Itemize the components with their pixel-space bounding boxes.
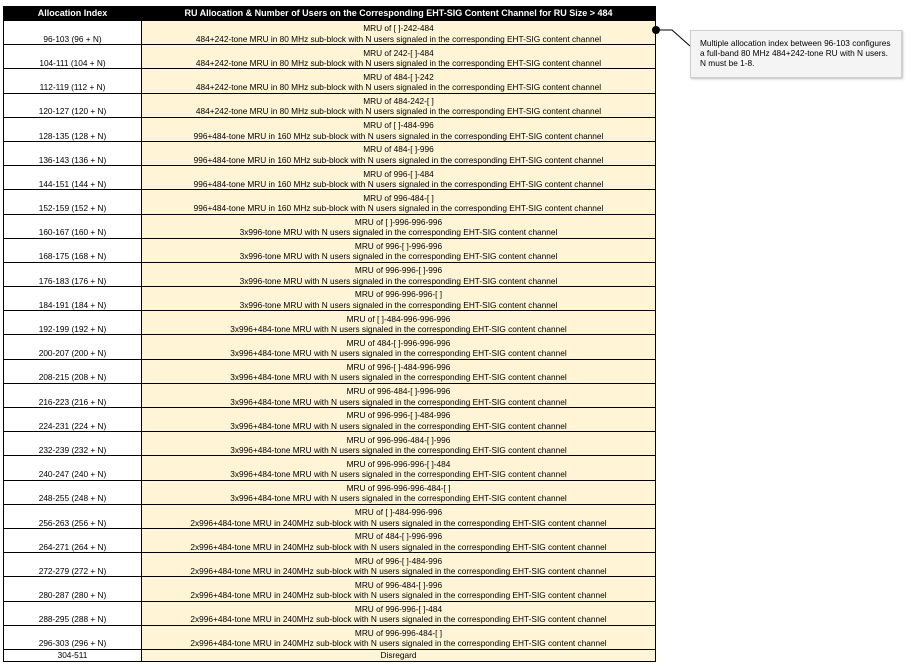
- mru-pattern-text: MRU of [ ]-484-996-996-996: [346, 313, 451, 324]
- mru-description-text: 3x996+484-tone MRU with N users signaled in the corresponding EHT-SIG content channel: [230, 469, 567, 480]
- mru-pattern-text: MRU of 242-[ ]-484: [363, 47, 434, 58]
- mru-pattern-text: MRU of [ ]-996-996-996: [354, 216, 443, 227]
- mru-pattern-text: MRU of 996-484-[ ]-996: [354, 579, 443, 590]
- mru-description-text: 3x996+484-tone MRU with N users signaled in the corresponding EHT-SIG content channel: [230, 324, 567, 335]
- allocation-index-cell: 216-223 (216 + N): [4, 383, 142, 407]
- allocation-index-cell: 144-151 (144 + N): [4, 166, 142, 190]
- allocation-index-cell: 264-271 (264 + N): [4, 528, 142, 552]
- mru-description-text: 2x996+484-tone MRU in 240MHz sub-block with N users signaled in the corresponding EHT-SIG content channel: [190, 565, 607, 576]
- mru-pattern-text: MRU of 996-996-996-[ ]: [354, 289, 443, 300]
- allocation-index-cell: 248-255 (248 + N): [4, 480, 142, 504]
- allocation-index-cell: 112-119 (112 + N): [4, 69, 142, 93]
- mru-pattern-text: MRU of 996-996-996-484-[ ]: [346, 482, 451, 493]
- mru-description-text: 3x996-tone MRU with N users signaled in the corresponding EHT-SIG content channel: [239, 251, 558, 262]
- mru-description-text: 3x996+484-tone MRU with N users signaled in the corresponding EHT-SIG content channel: [230, 420, 567, 431]
- allocation-index-cell: 200-207 (200 + N): [4, 335, 142, 359]
- allocation-index-cell: 192-199 (192 + N): [4, 311, 142, 335]
- allocation-index-cell: 288-295 (288 + N): [4, 601, 142, 625]
- allocation-index-cell: 304-511: [4, 649, 142, 661]
- allocation-index-cell: 120-127 (120 + N): [4, 93, 142, 117]
- mru-description-text: 3x996+484-tone MRU with N users signaled in the corresponding EHT-SIG content channel: [230, 444, 567, 455]
- mru-pattern-text: MRU of [ ]-484-996: [363, 120, 434, 131]
- mru-description-text: 3x996-tone MRU with N users signaled in the corresponding EHT-SIG content channel: [239, 275, 558, 286]
- header-ru-allocation: RU Allocation & Number of Users on the Corresponding EHT-SIG Content Channel for RU Size > 484: [142, 7, 656, 21]
- allocation-index-cell: 96-103 (96 + N): [4, 21, 142, 45]
- mru-description-text: 484+242-tone MRU in 80 MHz sub-block with N users signaled in the corresponding EHT-SIG content channel: [195, 82, 602, 93]
- allocation-index-cell: 128-135 (128 + N): [4, 117, 142, 141]
- comment-callout: [690, 30, 902, 78]
- mru-pattern-text: MRU of 484-[ ]-996-996: [354, 531, 443, 542]
- mru-pattern-text: MRU of 996-996-484-[ ]: [354, 628, 443, 639]
- mru-description-text: 2x996+484-tone MRU in 240MHz sub-block with N users signaled in the corresponding EHT-SIG content channel: [190, 590, 607, 601]
- allocation-index-cell: 224-231 (224 + N): [4, 408, 142, 432]
- comment-anchor-dot: [652, 26, 660, 34]
- mru-description-text: 996+484-tone MRU in 160 MHz sub-block with N users signaled in the corresponding EHT-SIG content channel: [193, 130, 604, 141]
- mru-pattern-text: MRU of [ ]-484-996-996: [354, 507, 443, 518]
- mru-pattern-text: MRU of 484-[ ]-242: [363, 71, 434, 82]
- mru-pattern-text: MRU of 996-996-[ ]-484-996: [346, 410, 451, 421]
- allocation-desc-cell: Disregard: [142, 649, 656, 661]
- allocation-index-cell: 240-247 (240 + N): [4, 456, 142, 480]
- mru-pattern-text: MRU of 996-484-[ ]-996-996: [346, 386, 451, 397]
- mru-description-text: 484+242-tone MRU in 80 MHz sub-block with N users signaled in the corresponding EHT-SIG content channel: [195, 33, 602, 44]
- mru-pattern-text: MRU of 996-[ ]-996-996: [354, 241, 443, 252]
- mru-description-text: 996+484-tone MRU in 160 MHz sub-block with N users signaled in the corresponding EHT-SIG content channel: [193, 154, 604, 165]
- allocation-index-cell: 256-263 (256 + N): [4, 504, 142, 528]
- mru-description-text: 3x996+484-tone MRU with N users signaled in the corresponding EHT-SIG content channel: [230, 493, 567, 504]
- mru-pattern-text: MRU of 996-484-[ ]: [363, 192, 434, 203]
- mru-description-text: 2x996+484-tone MRU in 240MHz sub-block with N users signaled in the corresponding EHT-SIG content channel: [190, 614, 607, 625]
- mru-description-text: 2x996+484-tone MRU in 240MHz sub-block with N users signaled in the corresponding EHT-SIG content channel: [190, 541, 607, 552]
- mru-description-text: 996+484-tone MRU in 160 MHz sub-block with N users signaled in the corresponding EHT-SIG content channel: [193, 203, 604, 214]
- mru-pattern-text: MRU of 996-996-484-[ ]-996: [346, 434, 451, 445]
- allocation-index-cell: 184-191 (184 + N): [4, 287, 142, 311]
- mru-pattern-text: MRU of 484-[ ]-996: [363, 144, 434, 155]
- mru-description-text: 2x996+484-tone MRU in 240MHz sub-block with N users signaled in the corresponding EHT-SIG content channel: [190, 638, 607, 649]
- allocation-index-cell: 168-175 (168 + N): [4, 238, 142, 262]
- mru-pattern-text: MRU of [ ]-242-484: [363, 23, 434, 34]
- allocation-index-cell: 296-303 (296 + N): [4, 625, 142, 649]
- mru-description-text: 484+242-tone MRU in 80 MHz sub-block with N users signaled in the corresponding EHT-SIG content channel: [195, 57, 602, 68]
- mru-description-text: 3x996+484-tone MRU with N users signaled in the corresponding EHT-SIG content channel: [230, 396, 567, 407]
- mru-description-text: 484+242-tone MRU in 80 MHz sub-block with N users signaled in the corresponding EHT-SIG content channel: [195, 106, 602, 117]
- mru-description-text: 2x996+484-tone MRU in 240MHz sub-block with N users signaled in the corresponding EHT-SIG content channel: [190, 517, 607, 528]
- allocation-index-cell: 160-167 (160 + N): [4, 214, 142, 238]
- allocation-index-cell: 152-159 (152 + N): [4, 190, 142, 214]
- header-allocation-index: Allocation Index: [4, 7, 142, 21]
- mru-pattern-text: MRU of 996-[ ]-484: [363, 168, 434, 179]
- mru-pattern-text: MRU of 484-[ ]-996-996-996: [346, 337, 451, 348]
- allocation-index-cell: 104-111 (104 + N): [4, 45, 142, 69]
- mru-pattern-text: MRU of 996-[ ]-484-996: [354, 555, 443, 566]
- allocation-index-cell: 176-183 (176 + N): [4, 262, 142, 286]
- allocation-index-cell: 280-287 (280 + N): [4, 577, 142, 601]
- mru-description-text: 3x996+484-tone MRU with N users signaled in the corresponding EHT-SIG content channel: [230, 348, 567, 359]
- comment-text: Multiple allocation index between 96-103 configures a full-band 80 MHz 484+242-tone RU with N users. N must be 1-8.: [700, 38, 891, 68]
- mru-pattern-text: MRU of 484-242-[ ]: [363, 95, 434, 106]
- mru-pattern-text: MRU of 996-996-[ ]-996: [354, 265, 443, 276]
- mru-description-text: 3x996+484-tone MRU with N users signaled in the corresponding EHT-SIG content channel: [230, 372, 567, 383]
- allocation-index-cell: 272-279 (272 + N): [4, 553, 142, 577]
- allocation-index-cell: 232-239 (232 + N): [4, 432, 142, 456]
- allocation-index-cell: 208-215 (208 + N): [4, 359, 142, 383]
- mru-pattern-text: MRU of 996-996-996-[ ]-484: [346, 458, 451, 469]
- mru-description-text: 3x996-tone MRU with N users signaled in the corresponding EHT-SIG content channel: [239, 299, 558, 310]
- mru-pattern-text: MRU of 996-[ ]-484-996-996: [346, 362, 451, 372]
- mru-description-text: 3x996-tone MRU with N users signaled in the corresponding EHT-SIG content channel: [239, 227, 558, 238]
- mru-description-text: 996+484-tone MRU in 160 MHz sub-block with N users signaled in the corresponding EHT-SIG content channel: [193, 178, 604, 189]
- allocation-index-cell: 136-143 (136 + N): [4, 141, 142, 165]
- mru-pattern-text: MRU of 996-996-[ ]-484: [354, 603, 443, 614]
